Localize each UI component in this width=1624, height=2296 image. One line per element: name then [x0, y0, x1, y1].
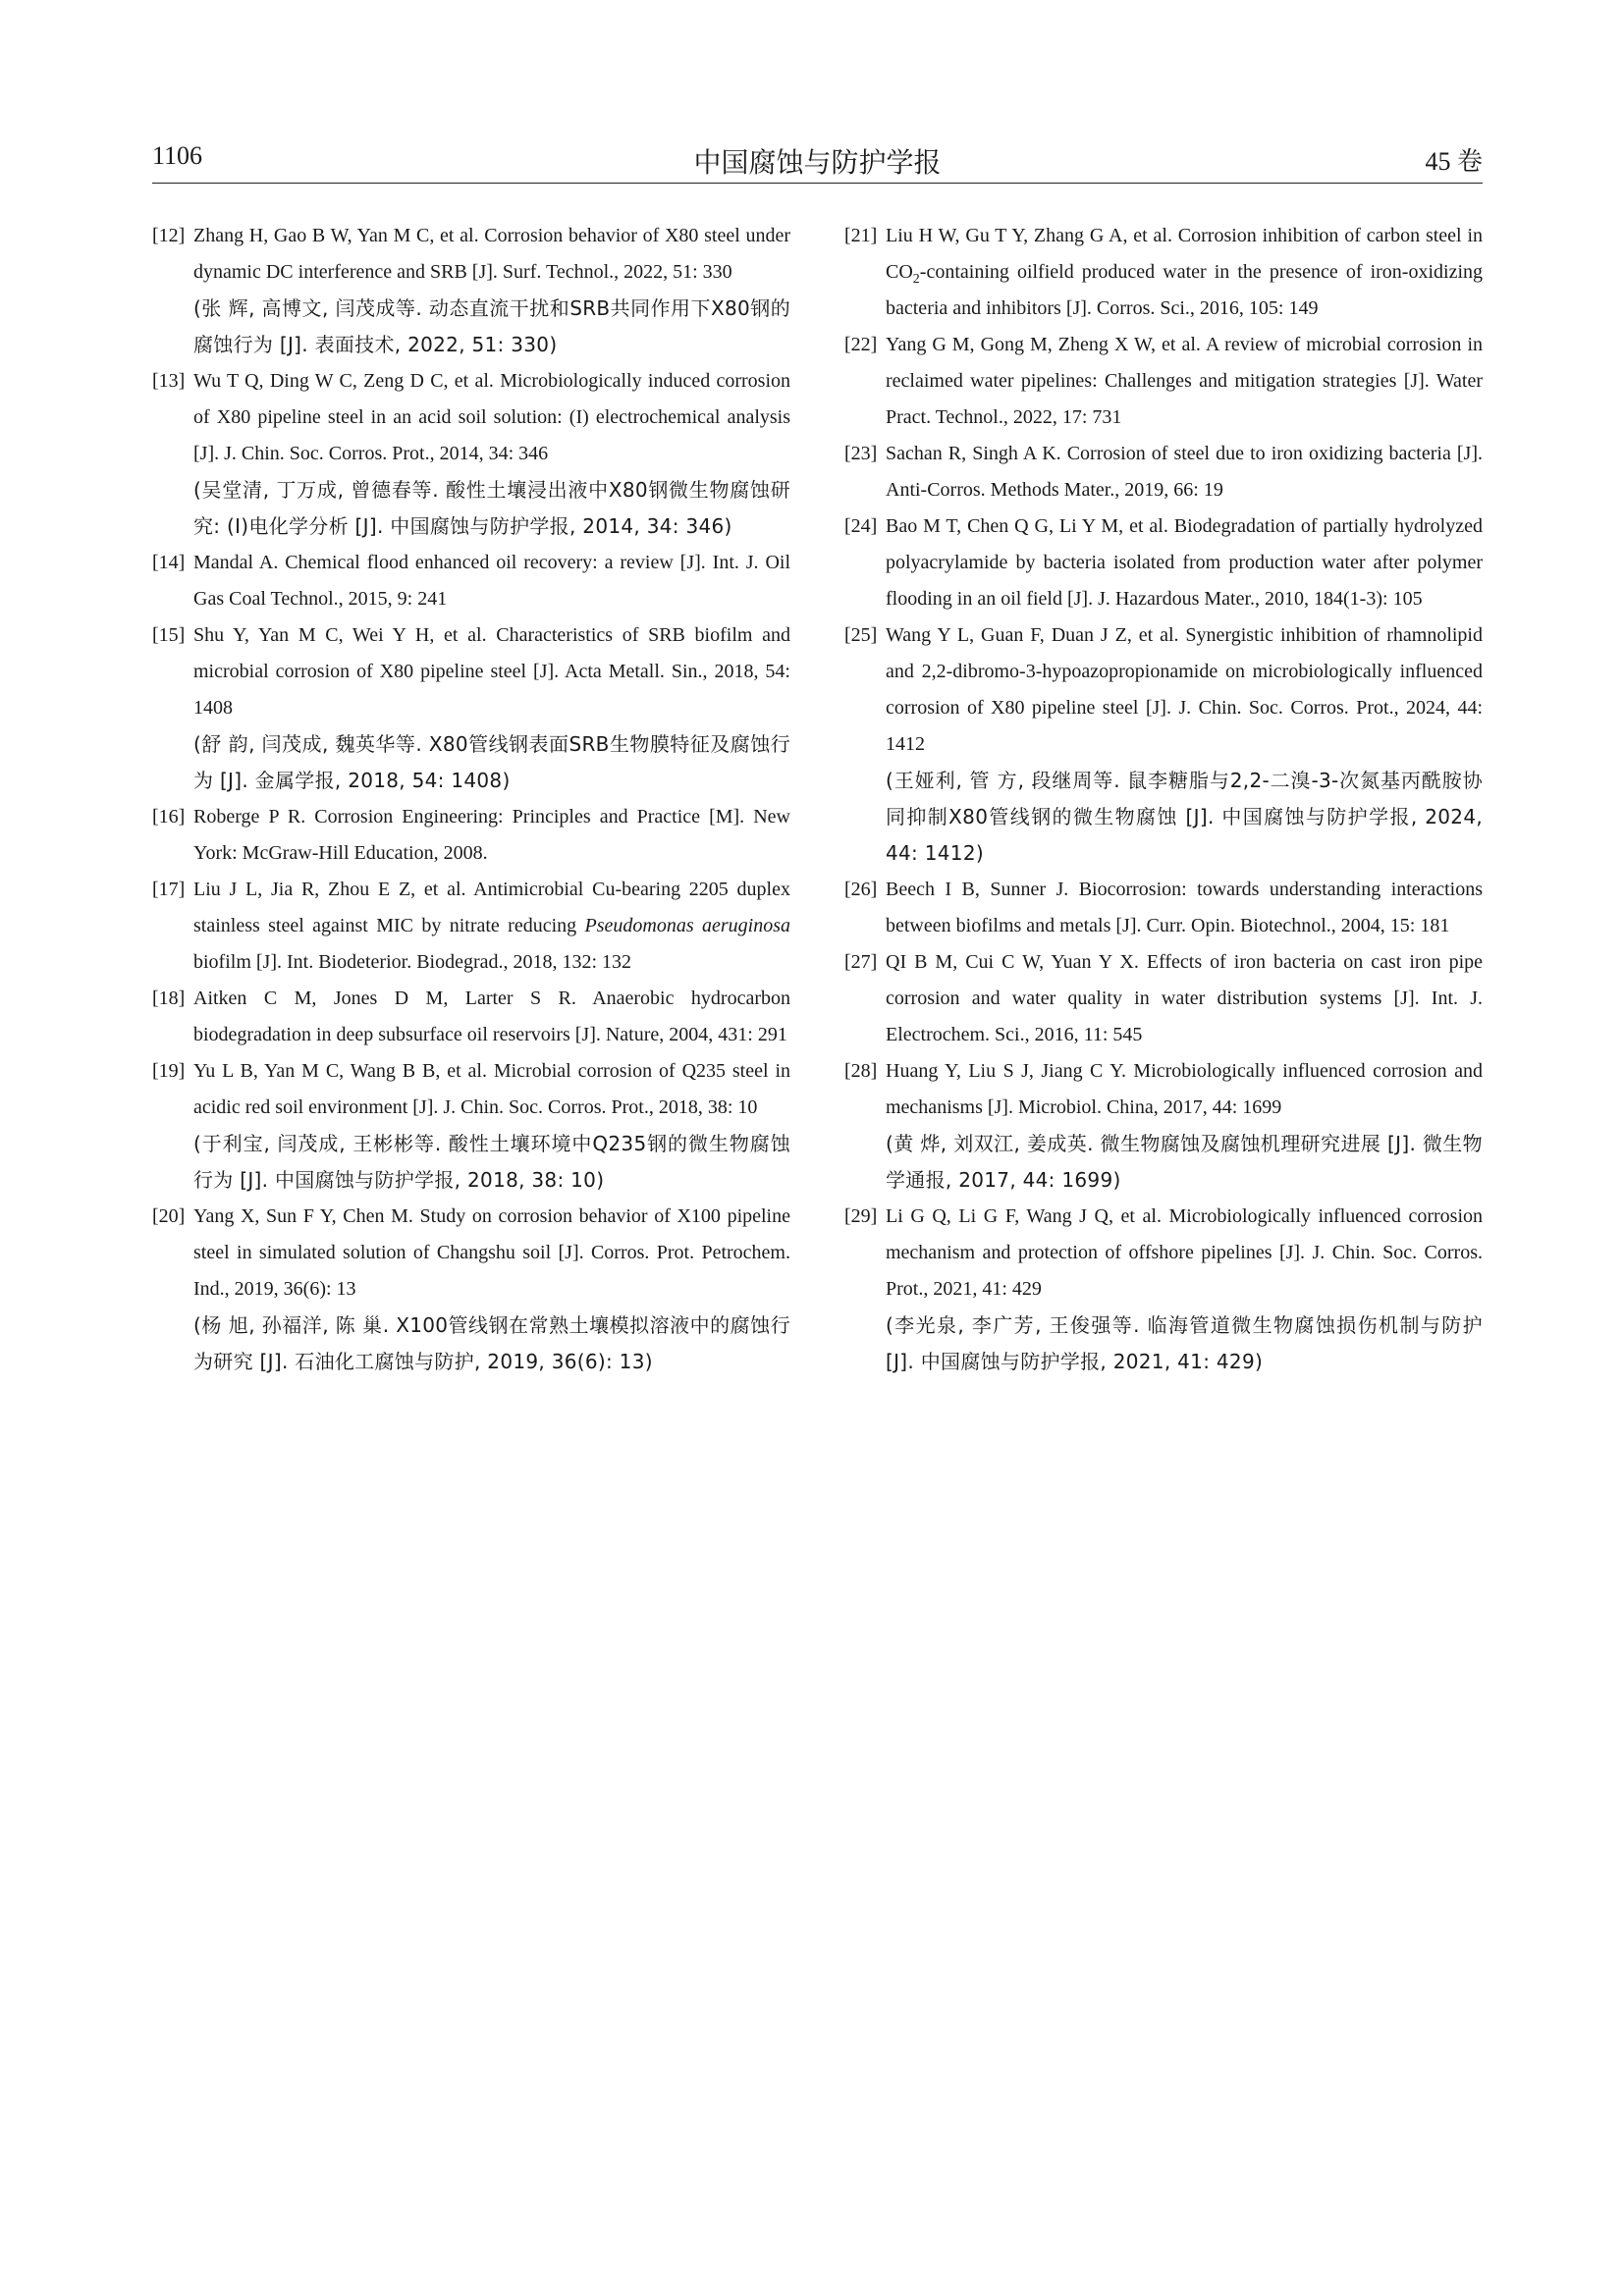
reference-text [193, 872, 790, 981]
reference-number: [20] [152, 1205, 186, 1227]
reference-number: [29] [844, 1205, 878, 1227]
reference-text: Yang G M, Gong M, Zheng X W, et al. A review of microbial corrosion in reclaimed water pipelines: Challenges and mitigation strategies [J]. Water Pract. Technol., 2022, 17: 731 [886, 334, 1483, 428]
reference-chinese: (王娅利, 管 方, 段继周等. 鼠李糖脂与2,2-二溴-3-次氮基丙酰胺协同抑制X80管线钢的微生物腐蚀 [J]. 中国腐蚀与防护学报, 2024, 44: 1412) [886, 769, 1483, 865]
reference-item [844, 327, 1483, 436]
reference-item [152, 363, 790, 545]
reference-text: Mandal A. Chemical flood enhanced oil recovery: a review [J]. Int. J. Oil Gas Coal Technol., 2015, 9: 241 [193, 552, 790, 610]
volume-label: 45 卷 [1425, 147, 1483, 176]
reference-text: Bao M T, Chen Q G, Li Y M, et al. Biodegradation of partially hydrolyzed polyacrylamide by bacteria isolated from production water after polymer flooding in an oil field [J]. J. Hazardous Mater., 2010, 184(1-3): 105 [886, 515, 1483, 610]
reference-number: [16] [152, 806, 186, 828]
reference-number: [19] [152, 1060, 186, 1082]
references-right-column [844, 218, 1483, 1380]
reference-text [886, 218, 1483, 327]
reference-chinese: (张 辉, 高博文, 闫茂成等. 动态直流干扰和SRB共同作用下X80钢的腐蚀行为 [J]. 表面技术, 2022, 51: 330) [193, 296, 790, 356]
reference-text: Li G Q, Li G F, Wang J Q, et al. Microbiologically influenced corrosion mechanism and protection of offshore pipelines [J]. J. Chin. Soc. Corros. Prot., 2021, 41: 429 [886, 1205, 1483, 1300]
reference-item [844, 508, 1483, 617]
reference-number: [12] [152, 225, 186, 246]
reference-item [844, 872, 1483, 944]
reference-text: Wu T Q, Ding W C, Zeng D C, et al. Microbiologically induced corrosion of X80 pipeline steel in an acid soil solution: (I) electrochemical analysis [J]. J. Chin. Soc. Corros. Prot., 2014, 34: 346 [193, 370, 790, 464]
reference-item [844, 944, 1483, 1053]
reference-number: [18] [152, 988, 186, 1009]
reference-number: [15] [152, 624, 186, 646]
reference-text: Yu L B, Yan M C, Wang B B, et al. Microbial corrosion of Q235 steel in acidic red soil environment [J]. J. Chin. Soc. Corros. Prot., 2018, 38: 10 [193, 1060, 790, 1118]
page-header [152, 137, 1483, 184]
reference-chinese: (黄 烨, 刘双江, 姜成英. 微生物腐蚀及腐蚀机理研究进展 [J]. 微生物学通报, 2017, 44: 1699) [886, 1132, 1483, 1192]
reference-number: [25] [844, 624, 878, 646]
reference-item [152, 617, 790, 799]
species-name: Pseudomonas aeruginosa [584, 915, 790, 936]
reference-chinese: (于利宝, 闫茂成, 王彬彬等. 酸性土壤环境中Q235钢的微生物腐蚀行为 [J]. 中国腐蚀与防护学报, 2018, 38: 10) [193, 1132, 790, 1192]
reference-text-part: Liu H W, Gu T Y, Zhang G A, et al. Corrosion inhibition of carbon steel in CO [886, 225, 1483, 283]
page-number: 1106 [152, 141, 203, 170]
reference-item [152, 218, 790, 363]
reference-item [844, 1053, 1483, 1199]
reference-chinese: (舒 韵, 闫茂成, 魏英华等. X80管线钢表面SRB生物膜特征及腐蚀行为 [J]. 金属学报, 2018, 54: 1408) [193, 732, 790, 792]
reference-chinese: (杨 旭, 孙福洋, 陈 巢. X100管线钢在常熟土壤模拟溶液中的腐蚀行为研究 [J]. 石油化工腐蚀与防护, 2019, 36(6): 13) [193, 1313, 790, 1373]
reference-item [152, 1053, 790, 1199]
reference-number: [23] [844, 443, 878, 464]
reference-number: [22] [844, 334, 878, 355]
reference-text: Roberge P R. Corrosion Engineering: Principles and Practice [M]. New York: McGraw-Hill Education, 2008. [193, 806, 790, 864]
reference-text: Yang X, Sun F Y, Chen M. Study on corrosion behavior of X100 pipeline steel in simulated solution of Changshu soil [J]. Corros. Prot. Petrochem. Ind., 2019, 36(6): 13 [193, 1205, 790, 1300]
reference-text: Sachan R, Singh A K. Corrosion of steel due to iron oxidizing bacteria [J]. Anti-Corros. Methods Mater., 2019, 66: 19 [886, 443, 1483, 501]
reference-text: Beech I B, Sunner J. Biocorrosion: towards understanding interactions between biofilms and metals [J]. Curr. Opin. Biotechnol., 2004, 15: 181 [886, 879, 1483, 936]
reference-number: [26] [844, 879, 878, 900]
reference-chinese: (李光泉, 李广芳, 王俊强等. 临海管道微生物腐蚀损伤机制与防护 [J]. 中国腐蚀与防护学报, 2021, 41: 429) [886, 1313, 1483, 1373]
reference-text: Huang Y, Liu S J, Jiang C Y. Microbiologically influenced corrosion and mechanisms [J]. Microbiol. China, 2017, 44: 1699 [886, 1060, 1483, 1118]
reference-text: QI B M, Cui C W, Yuan Y X. Effects of iron bacteria on cast iron pipe corrosion and water quality in water distribution systems [J]. Int. J. Electrochem. Sci., 2016, 11: 545 [886, 951, 1483, 1045]
reference-number: [24] [844, 515, 878, 537]
reference-item [152, 981, 790, 1053]
reference-chinese: (吴堂清, 丁万成, 曾德春等. 酸性土壤浸出液中X80钢微生物腐蚀研究: (I)电化学分析 [J]. 中国腐蚀与防护学报, 2014, 34: 346) [193, 478, 790, 538]
reference-item [152, 1199, 790, 1380]
reference-number: [28] [844, 1060, 878, 1082]
reference-text-part: Liu J L, Jia R, Zhou E Z, et al. Antimicrobial Cu-bearing 2205 duplex stainless steel against MIC by nitrate reducing [193, 879, 790, 936]
reference-item [152, 872, 790, 981]
reference-number: [14] [152, 552, 186, 573]
subscript: 2 [912, 272, 920, 287]
reference-item [844, 617, 1483, 872]
references-left-column [152, 218, 790, 1380]
reference-text: Zhang H, Gao B W, Yan M C, et al. Corrosion behavior of X80 steel under dynamic DC interference and SRB [J]. Surf. Technol., 2022, 51: 330 [193, 225, 790, 283]
reference-text: Shu Y, Yan M C, Wei Y H, et al. Characteristics of SRB biofilm and microbial corrosion of X80 pipeline steel [J]. Acta Metall. Sin., 2018, 54: 1408 [193, 624, 790, 719]
reference-text-part: biofilm [J]. Int. Biodeterior. Biodegrad., 2018, 132: 132 [193, 951, 632, 973]
reference-item [844, 436, 1483, 508]
reference-number: [27] [844, 951, 878, 973]
reference-text: Aitken C M, Jones D M, Larter S R. Anaerobic hydrocarbon biodegradation in deep subsurface oil reservoirs [J]. Nature, 2004, 431: 291 [193, 988, 790, 1045]
reference-number: [17] [152, 879, 186, 900]
reference-item [844, 218, 1483, 327]
reference-item [152, 799, 790, 872]
reference-number: [21] [844, 225, 878, 246]
reference-text: Wang Y L, Guan F, Duan J Z, et al. Synergistic inhibition of rhamnolipid and 2,2-dibromo-3-hypoazopropionamide on microbiologically influenced corrosion of X80 pipeline steel [J]. J. Chin. Soc. Corros. Prot., 2024, 44: 1412 [886, 624, 1483, 755]
reference-text-part: -containing oilfield produced water in the presence of iron-oxidizing bacteria and inhibitors [J]. Corros. Sci., 2016, 105: 149 [886, 261, 1483, 319]
journal-title: 中国腐蚀与防护学报 [693, 148, 942, 179]
reference-item [152, 545, 790, 617]
reference-item [844, 1199, 1483, 1380]
reference-number: [13] [152, 370, 186, 392]
